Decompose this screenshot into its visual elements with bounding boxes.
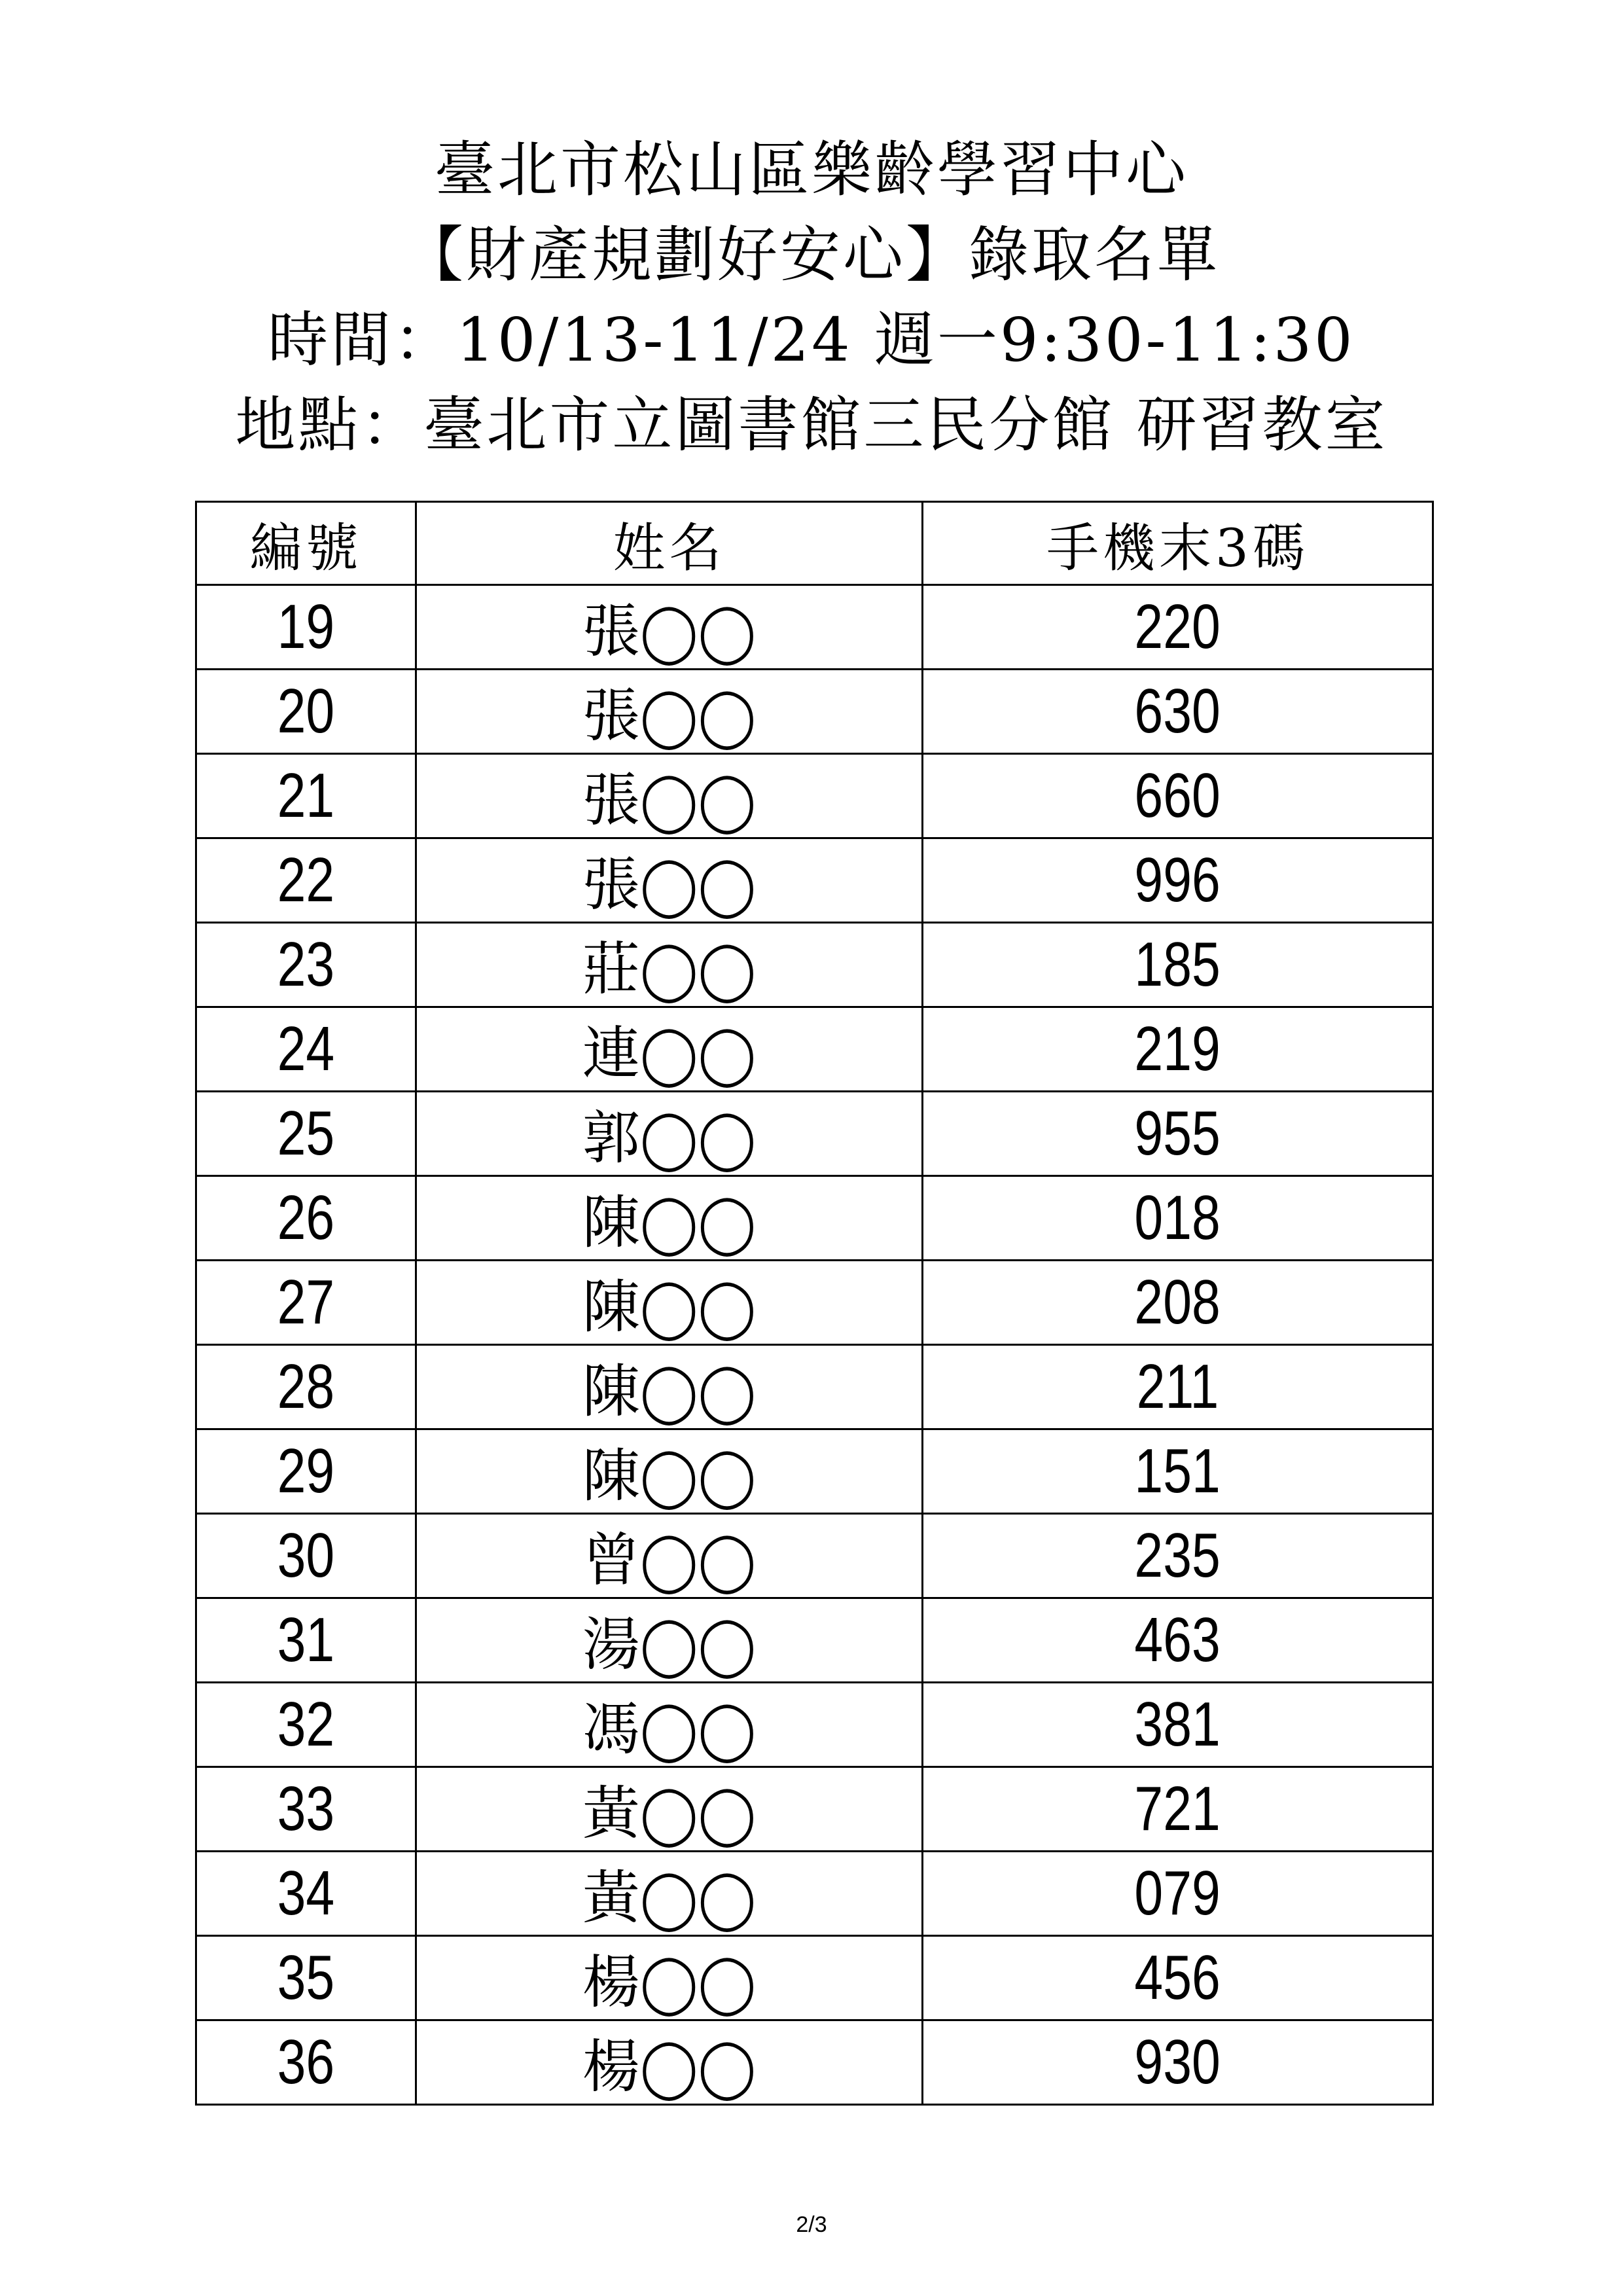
phone-digits-text: 185 xyxy=(1134,929,1221,999)
row-number-text: 33 xyxy=(277,1774,335,1844)
row-number-text: 27 xyxy=(277,1267,335,1337)
table-row xyxy=(196,585,1433,670)
row-number-text: 35 xyxy=(277,1943,335,2013)
attendee-name: 楊◯◯ xyxy=(416,1936,923,2020)
row-number xyxy=(196,1514,416,1598)
row-number xyxy=(196,1936,416,2020)
phone-last-3-digits xyxy=(923,1936,1433,2020)
phone-last-3-digits xyxy=(923,1092,1433,1176)
table-row xyxy=(196,1683,1433,1767)
table-row xyxy=(196,670,1433,754)
phone-last-3-digits xyxy=(923,754,1433,838)
phone-digits-text: 955 xyxy=(1134,1098,1221,1168)
phone-last-3-digits xyxy=(923,1429,1433,1514)
phone-digits-text: 235 xyxy=(1134,1520,1221,1590)
row-number xyxy=(196,1261,416,1345)
attendee-name: 曾◯◯ xyxy=(416,1514,923,1598)
phone-last-3-digits xyxy=(923,1261,1433,1345)
phone-digits-text: 660 xyxy=(1134,761,1221,831)
row-number-text: 21 xyxy=(277,761,335,831)
table-row xyxy=(196,1429,1433,1514)
attendee-name: 陳◯◯ xyxy=(416,1261,923,1345)
attendee-name: 張◯◯ xyxy=(416,585,923,670)
attendee-name: 郭◯◯ xyxy=(416,1092,923,1176)
attendee-name: 陳◯◯ xyxy=(416,1176,923,1261)
table-body xyxy=(196,585,1433,2105)
phone-last-3-digits xyxy=(923,585,1433,670)
table-row xyxy=(196,1598,1433,1683)
phone-digits-text: 381 xyxy=(1134,1689,1221,1759)
phone-digits-text: 018 xyxy=(1134,1183,1221,1253)
phone-digits-text: 219 xyxy=(1134,1014,1221,1084)
column-header-number: 編號 xyxy=(196,502,416,585)
phone-last-3-digits xyxy=(923,1345,1433,1429)
table-row xyxy=(196,1345,1433,1429)
organization-title: 臺北市松山區樂齡學習中心 xyxy=(434,135,1188,205)
attendee-name: 湯◯◯ xyxy=(416,1598,923,1683)
row-number xyxy=(196,2020,416,2105)
row-number-text: 28 xyxy=(277,1352,335,1422)
column-header-phone: 手機末3碼 xyxy=(923,502,1433,585)
attendee-name: 連◯◯ xyxy=(416,1007,923,1092)
phone-last-3-digits xyxy=(923,1176,1433,1261)
phone-last-3-digits xyxy=(923,1683,1433,1767)
attendee-name: 張◯◯ xyxy=(416,838,923,923)
row-number xyxy=(196,923,416,1007)
row-number xyxy=(196,838,416,923)
phone-digits-text: 996 xyxy=(1134,845,1221,915)
row-number xyxy=(196,585,416,670)
table-row xyxy=(196,838,1433,923)
phone-last-3-digits xyxy=(923,1514,1433,1598)
row-number-text: 25 xyxy=(277,1098,335,1168)
row-number xyxy=(196,1429,416,1514)
schedule-line: 時間：10/13-11/24 週一9:30-11:30 xyxy=(268,305,1355,375)
row-number-text: 32 xyxy=(277,1689,335,1759)
phone-digits-text: 930 xyxy=(1134,2027,1221,2097)
phone-digits-text: 463 xyxy=(1134,1605,1221,1675)
row-number-text: 34 xyxy=(277,1858,335,1928)
row-number-text: 23 xyxy=(277,929,335,999)
row-number xyxy=(196,670,416,754)
phone-digits-text: 456 xyxy=(1134,1943,1221,2013)
row-number xyxy=(196,1007,416,1092)
table-row xyxy=(196,1261,1433,1345)
phone-digits-text: 079 xyxy=(1134,1858,1221,1928)
table-row xyxy=(196,1514,1433,1598)
row-number-text: 26 xyxy=(277,1183,335,1253)
table-row xyxy=(196,1767,1433,1852)
column-header-name: 姓名 xyxy=(416,502,923,585)
row-number xyxy=(196,1598,416,1683)
phone-digits-text: 220 xyxy=(1134,592,1221,662)
phone-last-3-digits xyxy=(923,1007,1433,1092)
table-row xyxy=(196,754,1433,838)
attendee-name: 黃◯◯ xyxy=(416,1852,923,1936)
row-number-text: 36 xyxy=(277,2027,335,2097)
phone-last-3-digits xyxy=(923,923,1433,1007)
row-number xyxy=(196,1683,416,1767)
attendee-name: 陳◯◯ xyxy=(416,1429,923,1514)
phone-last-3-digits xyxy=(923,838,1433,923)
attendee-name: 楊◯◯ xyxy=(416,2020,923,2105)
attendee-name: 張◯◯ xyxy=(416,670,923,754)
attendee-name: 陳◯◯ xyxy=(416,1345,923,1429)
phone-last-3-digits xyxy=(923,670,1433,754)
row-number xyxy=(196,1092,416,1176)
phone-last-3-digits xyxy=(923,1767,1433,1852)
row-number-text: 19 xyxy=(277,592,335,662)
phone-digits-text: 630 xyxy=(1134,676,1221,746)
phone-last-3-digits xyxy=(923,1598,1433,1683)
course-title: 【財產規劃好安心】錄取名單 xyxy=(402,220,1220,290)
row-number xyxy=(196,1345,416,1429)
admission-table xyxy=(195,501,1434,2106)
attendee-name: 黃◯◯ xyxy=(416,1767,923,1852)
location-line: 地點：臺北市立圖書館三民分館 研習教室 xyxy=(235,390,1388,460)
phone-last-3-digits xyxy=(923,1852,1433,1936)
row-number xyxy=(196,754,416,838)
phone-digits-text: 151 xyxy=(1134,1436,1221,1506)
table-row xyxy=(196,1007,1433,1092)
table-row xyxy=(196,1176,1433,1261)
table-row xyxy=(196,1936,1433,2020)
table-row xyxy=(196,1852,1433,1936)
phone-last-3-digits xyxy=(923,2020,1433,2105)
row-number xyxy=(196,1852,416,1936)
row-number xyxy=(196,1176,416,1261)
phone-digits-text: 721 xyxy=(1134,1774,1221,1844)
row-number xyxy=(196,1767,416,1852)
row-number-text: 20 xyxy=(277,676,335,746)
attendee-name: 馮◯◯ xyxy=(416,1683,923,1767)
row-number-text: 31 xyxy=(277,1605,335,1675)
row-number-text: 30 xyxy=(277,1520,335,1590)
attendee-name: 張◯◯ xyxy=(416,754,923,838)
phone-digits-text: 211 xyxy=(1136,1352,1219,1422)
phone-digits-text: 208 xyxy=(1134,1267,1221,1337)
table-row xyxy=(196,1092,1433,1176)
row-number-text: 22 xyxy=(277,845,335,915)
row-number-text: 24 xyxy=(277,1014,335,1084)
table-row xyxy=(196,923,1433,1007)
table-header-row xyxy=(196,502,1433,585)
table-row xyxy=(196,2020,1433,2105)
document-header xyxy=(0,128,1623,468)
attendee-name: 莊◯◯ xyxy=(416,923,923,1007)
page-number: 2/3 xyxy=(796,2212,827,2237)
row-number-text: 29 xyxy=(277,1436,335,1506)
